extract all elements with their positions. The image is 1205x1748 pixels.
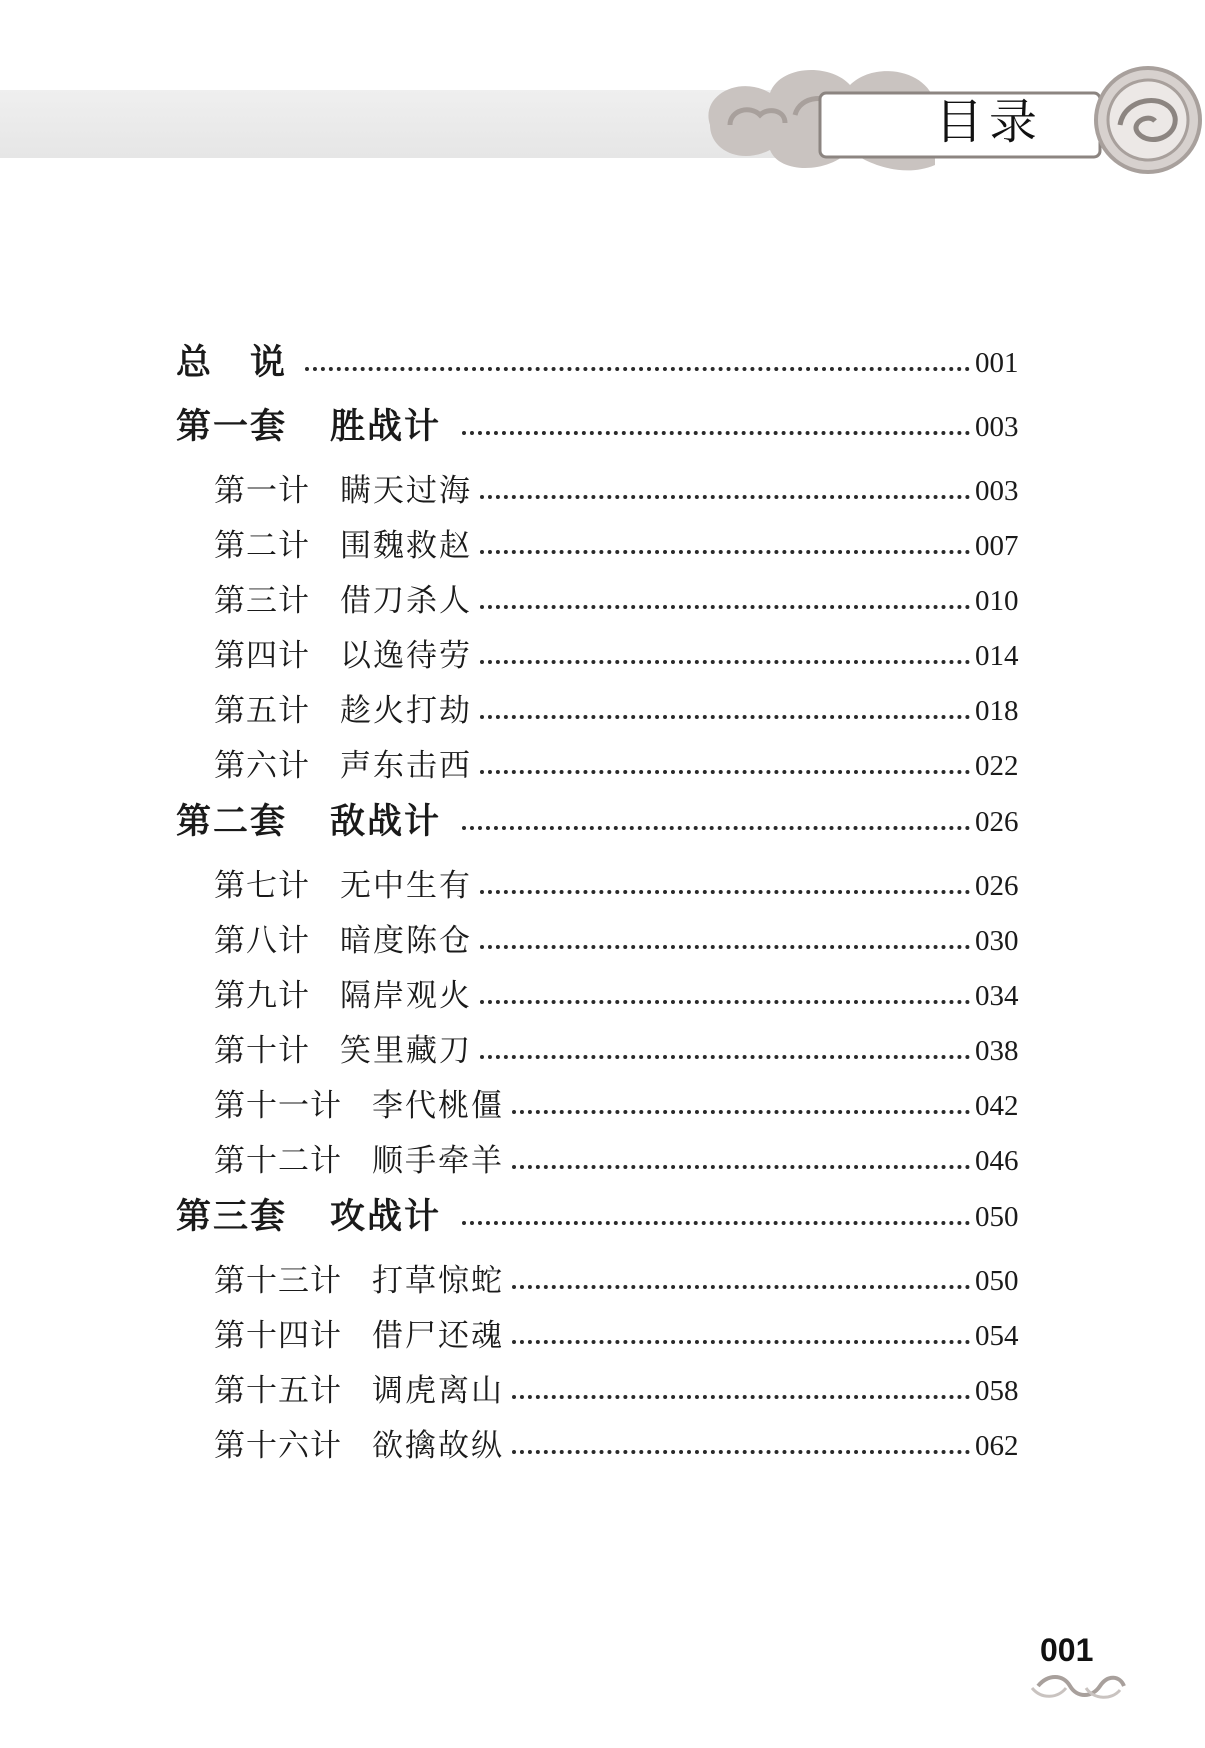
footer-ornament-icon — [1028, 1672, 1128, 1700]
toc-chapter-title: 借刀杀人 — [340, 583, 472, 619]
toc-page-number: 050 — [975, 1265, 1019, 1297]
toc-dot-leader — [480, 660, 970, 664]
toc-part-label: 第一套 — [176, 406, 288, 447]
toc-dot-leader — [462, 826, 970, 830]
toc-page-number: 038 — [975, 1035, 1019, 1067]
toc-chapter-title: 以逸待劳 — [340, 638, 472, 674]
toc-chapter-title: 笑里藏刀 — [340, 1033, 472, 1069]
toc-part-label: 总 说 — [176, 342, 288, 383]
toc-page-number: 014 — [975, 640, 1019, 672]
toc-chapter-entry[interactable] — [0, 1424, 1205, 1468]
toc-chapter-label: 第八计 — [214, 923, 310, 959]
toc-part-entry[interactable] — [0, 405, 1205, 449]
toc-page-number: 003 — [975, 411, 1019, 443]
toc-dot-leader — [512, 1395, 970, 1399]
toc-chapter-label: 第十四计 — [214, 1318, 342, 1354]
toc-chapter-label: 第十五计 — [214, 1373, 342, 1409]
toc-chapter-title: 欲擒故纵 — [372, 1428, 504, 1464]
toc-page-number: 007 — [975, 530, 1019, 562]
toc-page-number: 042 — [975, 1090, 1019, 1122]
toc-chapter-entry[interactable] — [0, 689, 1205, 733]
toc-page-number: 030 — [975, 925, 1019, 957]
toc-chapter-entry[interactable] — [0, 1314, 1205, 1358]
toc-chapter-entry[interactable] — [0, 1029, 1205, 1073]
toc-page-number: 062 — [975, 1430, 1019, 1462]
toc-dot-leader — [462, 431, 970, 435]
toc-part-entry[interactable] — [0, 800, 1205, 844]
toc-chapter-title: 顺手牵羊 — [372, 1143, 504, 1179]
toc-dot-leader — [512, 1165, 970, 1169]
toc-page-number: 010 — [975, 585, 1019, 617]
toc-chapter-entry[interactable] — [0, 579, 1205, 623]
toc-part-entry[interactable] — [0, 341, 1205, 385]
toc-chapter-title: 瞒天过海 — [340, 473, 472, 509]
toc-chapter-label: 第六计 — [214, 748, 310, 784]
toc-chapter-entry[interactable] — [0, 469, 1205, 513]
toc-dot-leader — [305, 367, 970, 371]
toc-part-title: 攻战计 — [330, 1196, 442, 1237]
toc-page-number: 034 — [975, 980, 1019, 1012]
toc-chapter-entry[interactable] — [0, 524, 1205, 568]
toc-chapter-title: 借尸还魂 — [372, 1318, 504, 1354]
toc-chapter-label: 第十计 — [214, 1033, 310, 1069]
toc-chapter-label: 第三计 — [214, 583, 310, 619]
toc-dot-leader — [480, 605, 970, 609]
toc-chapter-label: 第十二计 — [214, 1143, 342, 1179]
toc-chapter-title: 调虎离山 — [372, 1373, 504, 1409]
toc-part-label: 第三套 — [176, 1196, 288, 1237]
toc-chapter-label: 第十一计 — [214, 1088, 342, 1124]
toc-chapter-title: 暗度陈仓 — [340, 923, 472, 959]
toc-page-number: 001 — [975, 347, 1019, 379]
toc-dot-leader — [480, 945, 970, 949]
toc-chapter-title: 趁火打劫 — [340, 693, 472, 729]
toc-chapter-label: 第五计 — [214, 693, 310, 729]
toc-chapter-entry[interactable] — [0, 974, 1205, 1018]
toc-page-number: 022 — [975, 750, 1019, 782]
toc-chapter-entry[interactable] — [0, 1139, 1205, 1183]
toc-chapter-entry[interactable] — [0, 634, 1205, 678]
toc-dot-leader — [480, 1000, 970, 1004]
toc-chapter-label: 第四计 — [214, 638, 310, 674]
toc-chapter-title: 李代桃僵 — [372, 1088, 504, 1124]
page-title: 目录 — [935, 94, 1044, 150]
toc-dot-leader — [512, 1285, 970, 1289]
toc-dot-leader — [480, 1055, 970, 1059]
toc-dot-leader — [480, 550, 970, 554]
toc-chapter-label: 第二计 — [214, 528, 310, 564]
toc-page-number: 018 — [975, 695, 1019, 727]
toc-dot-leader — [512, 1340, 970, 1344]
toc-dot-leader — [480, 495, 970, 499]
toc-chapter-entry[interactable] — [0, 744, 1205, 788]
toc-chapter-label: 第十三计 — [214, 1263, 342, 1299]
toc-chapter-title: 声东击西 — [340, 748, 472, 784]
toc-chapter-title: 隔岸观火 — [340, 978, 472, 1014]
toc-page-number: 003 — [975, 475, 1019, 507]
toc-part-title: 胜战计 — [330, 406, 442, 447]
toc-page-number: 058 — [975, 1375, 1019, 1407]
toc-dot-leader — [480, 715, 970, 719]
footer-page-number: 001 — [1040, 1632, 1094, 1668]
toc-page-number: 026 — [975, 870, 1019, 902]
toc-dot-leader — [462, 1221, 970, 1225]
toc-page-number: 054 — [975, 1320, 1019, 1352]
toc-page-number: 046 — [975, 1145, 1019, 1177]
toc-chapter-title: 无中生有 — [340, 868, 472, 904]
toc-chapter-entry[interactable] — [0, 1084, 1205, 1128]
toc-dot-leader — [512, 1110, 970, 1114]
toc-chapter-title: 围魏救赵 — [340, 528, 472, 564]
toc-page-number: 050 — [975, 1201, 1019, 1233]
toc-chapter-label: 第七计 — [214, 868, 310, 904]
toc-part-entry[interactable] — [0, 1195, 1205, 1239]
toc-chapter-entry[interactable] — [0, 1369, 1205, 1413]
toc-chapter-title: 打草惊蛇 — [372, 1263, 504, 1299]
toc-dot-leader — [480, 890, 970, 894]
toc-chapter-label: 第一计 — [214, 473, 310, 509]
toc-chapter-entry[interactable] — [0, 864, 1205, 908]
toc-chapter-label: 第十六计 — [214, 1428, 342, 1464]
toc-dot-leader — [480, 770, 970, 774]
toc-chapter-entry[interactable] — [0, 1259, 1205, 1303]
toc-part-title: 敌战计 — [330, 801, 442, 842]
toc-part-label: 第二套 — [176, 801, 288, 842]
toc-chapter-label: 第九计 — [214, 978, 310, 1014]
toc-chapter-entry[interactable] — [0, 919, 1205, 963]
toc-page-number: 026 — [975, 806, 1019, 838]
toc-dot-leader — [512, 1450, 970, 1454]
